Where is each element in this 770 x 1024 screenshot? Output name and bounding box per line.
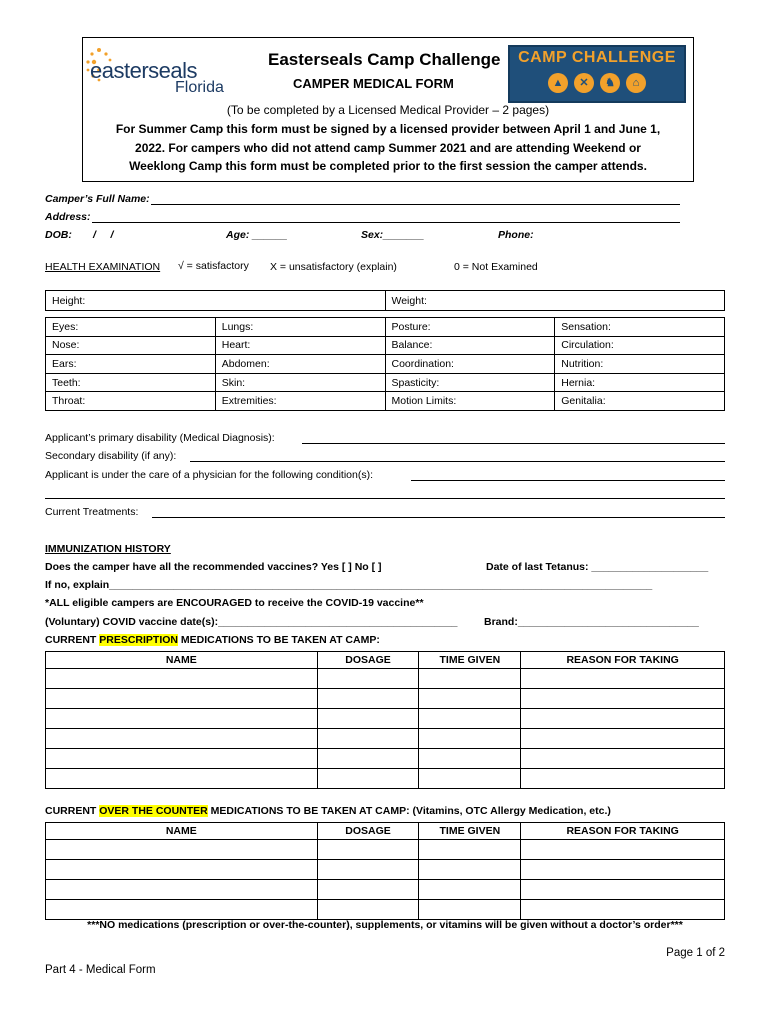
table-row bbox=[46, 355, 725, 374]
address-field[interactable] bbox=[92, 222, 680, 223]
column-header: NAME bbox=[46, 823, 318, 840]
table-row bbox=[46, 880, 725, 900]
table-cell[interactable] bbox=[419, 669, 521, 689]
physician-care-label: Applicant is under the care of a physician for the following condition(s): bbox=[45, 469, 374, 481]
table-row bbox=[46, 860, 725, 880]
covid-encourage-note: *ALL eligible campers are ENCOURAGED to receive the COVID-19 vaccine** bbox=[45, 597, 424, 609]
exam-cell[interactable]: Abdomen: bbox=[215, 355, 385, 374]
camper-name-label: Camper’s Full Name: bbox=[45, 193, 150, 205]
exam-cell[interactable]: Posture: bbox=[385, 318, 555, 337]
column-header: DOSAGE bbox=[317, 652, 419, 669]
dob-field[interactable]: / / bbox=[93, 229, 114, 241]
table-cell[interactable] bbox=[419, 769, 521, 789]
table-cell[interactable] bbox=[419, 860, 521, 880]
exam-cell[interactable]: Spasticity: bbox=[385, 373, 555, 392]
table-cell[interactable] bbox=[419, 900, 521, 920]
table-row bbox=[46, 392, 725, 411]
exam-cell[interactable]: Skin: bbox=[215, 373, 385, 392]
no-medications-notice: ***NO medications (prescription or over-the-counter), supplements, or vitamins will be given without a doctor’s order*** bbox=[87, 919, 683, 931]
exam-grid bbox=[45, 317, 725, 411]
secondary-disability-label: Secondary disability (if any): bbox=[45, 450, 177, 462]
table-cell[interactable] bbox=[317, 860, 419, 880]
vaccines-question[interactable]: Does the camper have all the recommended vaccines? Yes [ ] No [ ] bbox=[45, 561, 382, 573]
otc-highlight: OVER THE COUNTER bbox=[99, 805, 208, 817]
crossed-paddles-icon: ✕ bbox=[574, 73, 594, 93]
table-cell[interactable] bbox=[521, 669, 725, 689]
table-cell[interactable] bbox=[46, 669, 318, 689]
camper-name-field[interactable] bbox=[151, 204, 680, 205]
table-row bbox=[46, 318, 725, 337]
table-cell[interactable] bbox=[521, 689, 725, 709]
covid-dates-field[interactable]: (Voluntary) COVID vaccine date(s):_________________________________________ bbox=[45, 616, 458, 628]
table-cell[interactable] bbox=[46, 709, 318, 729]
exam-cell[interactable]: Sensation: bbox=[555, 318, 725, 337]
table-cell[interactable] bbox=[317, 880, 419, 900]
table-header-row bbox=[46, 823, 725, 840]
table-cell[interactable] bbox=[317, 669, 419, 689]
table-row bbox=[46, 769, 725, 789]
column-header: NAME bbox=[46, 652, 318, 669]
table-cell[interactable] bbox=[317, 689, 419, 709]
form-subtitle: CAMPER MEDICAL FORM bbox=[293, 76, 454, 91]
table-cell[interactable] bbox=[419, 729, 521, 749]
legend-not-examined: 0 = Not Examined bbox=[454, 261, 538, 273]
logo-wordmark: easterseals bbox=[90, 58, 198, 83]
instruction-line-3: Weeklong Camp this form must be completed prior to the first session the camper attends. bbox=[129, 159, 647, 173]
table-cell[interactable] bbox=[419, 880, 521, 900]
exam-cell[interactable]: Nose: bbox=[46, 336, 216, 355]
dob-label: DOB: bbox=[45, 229, 72, 241]
tent-icon: ⌂ bbox=[626, 73, 646, 93]
otc-table bbox=[45, 822, 725, 920]
provider-note: (To be completed by a Licensed Medical Provider – 2 pages) bbox=[226, 103, 550, 117]
table-row bbox=[46, 900, 725, 920]
prescription-heading bbox=[45, 634, 380, 646]
exam-cell[interactable]: Extremities: bbox=[215, 392, 385, 411]
table-row bbox=[46, 729, 725, 749]
table-row bbox=[46, 373, 725, 392]
exam-cell[interactable]: Throat: bbox=[46, 392, 216, 411]
table-cell[interactable] bbox=[317, 709, 419, 729]
table-cell[interactable] bbox=[46, 880, 318, 900]
table-cell[interactable] bbox=[521, 709, 725, 729]
phone-label: Phone: bbox=[498, 229, 534, 241]
exam-cell[interactable]: Genitalia: bbox=[555, 392, 725, 411]
height-weight-table bbox=[45, 290, 725, 311]
instruction-line-2: 2022. For campers who did not attend camp Summer 2021 and are attending Weekend or bbox=[135, 141, 641, 155]
table-cell[interactable] bbox=[46, 729, 318, 749]
table-cell[interactable] bbox=[317, 900, 419, 920]
secondary-disability-field[interactable] bbox=[190, 461, 725, 462]
column-header: TIME GIVEN bbox=[419, 652, 521, 669]
table-row bbox=[46, 840, 725, 860]
table-cell[interactable] bbox=[521, 840, 725, 860]
table-cell[interactable] bbox=[419, 709, 521, 729]
otc-heading-post: MEDICATIONS TO BE TAKEN AT CAMP: (Vitamins, OTC Allergy Medication, etc.) bbox=[207, 805, 611, 817]
table-cell[interactable] bbox=[317, 729, 419, 749]
explain-field[interactable]: If no, explain_____________________________________________________________________________________________ bbox=[45, 579, 653, 591]
otc-heading bbox=[45, 805, 611, 817]
otc-heading-pre: CURRENT bbox=[45, 805, 100, 817]
column-header: REASON FOR TAKING bbox=[521, 823, 725, 840]
table-row bbox=[46, 709, 725, 729]
physician-care-field-2[interactable] bbox=[45, 498, 725, 499]
exam-cell[interactable]: Heart: bbox=[215, 336, 385, 355]
campfire-icon: ▲ bbox=[548, 73, 568, 93]
footer-part-label: Part 4 - Medical Form bbox=[45, 964, 156, 976]
logo-subtext: Florida bbox=[175, 79, 224, 96]
table-row bbox=[46, 749, 725, 769]
badge-label: CAMP CHALLENGE bbox=[518, 49, 676, 66]
immunization-heading: IMMUNIZATION HISTORY bbox=[45, 543, 171, 555]
current-treatments-field[interactable] bbox=[152, 517, 725, 518]
table-cell[interactable] bbox=[317, 769, 419, 789]
table-cell[interactable] bbox=[521, 900, 725, 920]
height-cell[interactable] bbox=[46, 291, 386, 311]
camp-challenge-badge bbox=[508, 45, 686, 103]
age-field[interactable]: Age: ______ bbox=[226, 229, 288, 241]
exam-cell[interactable]: Hernia: bbox=[555, 373, 725, 392]
legend-satisfactory: √ = satisfactory bbox=[178, 260, 249, 272]
prescription-heading-post: MEDICATIONS TO BE TAKEN AT CAMP: bbox=[178, 634, 380, 646]
weight-label: Weight: bbox=[391, 294, 427, 307]
address-label: Address: bbox=[45, 211, 91, 223]
table-cell[interactable] bbox=[419, 749, 521, 769]
exam-cell[interactable]: Nutrition: bbox=[555, 355, 725, 374]
physician-care-field[interactable] bbox=[411, 480, 725, 481]
height-label: Height: bbox=[52, 294, 86, 307]
table-cell[interactable] bbox=[419, 840, 521, 860]
table-cell[interactable] bbox=[46, 749, 318, 769]
exam-cell[interactable]: Teeth: bbox=[46, 373, 216, 392]
prescription-heading-pre: CURRENT bbox=[45, 634, 100, 646]
table-cell[interactable] bbox=[521, 749, 725, 769]
exam-cell[interactable]: Coordination: bbox=[385, 355, 555, 374]
prescription-table bbox=[45, 651, 725, 789]
instruction-line-1: For Summer Camp this form must be signed by a licensed provider between April 1 and June 1, bbox=[115, 122, 661, 136]
prescription-highlight: PRESCRIPTION bbox=[99, 634, 179, 646]
exam-cell[interactable]: Circulation: bbox=[555, 336, 725, 355]
exam-cell[interactable]: Lungs: bbox=[215, 318, 385, 337]
table-cell[interactable] bbox=[317, 749, 419, 769]
table-cell[interactable] bbox=[521, 769, 725, 789]
table-cell[interactable] bbox=[317, 840, 419, 860]
exam-cell[interactable]: Ears: bbox=[46, 355, 216, 374]
brand-field[interactable]: Brand:_______________________________ bbox=[484, 616, 699, 628]
primary-disability-field[interactable] bbox=[302, 443, 725, 444]
current-treatments-label: Current Treatments: bbox=[45, 506, 139, 518]
weight-cell[interactable] bbox=[385, 291, 725, 311]
table-row bbox=[46, 669, 725, 689]
table-row bbox=[46, 689, 725, 709]
horse-icon: ♞ bbox=[600, 73, 620, 93]
exam-cell[interactable]: Eyes: bbox=[46, 318, 216, 337]
legend-unsatisfactory: X = unsatisfactory (explain) bbox=[270, 261, 397, 273]
exam-cell[interactable]: Balance: bbox=[385, 336, 555, 355]
table-header-row bbox=[46, 652, 725, 669]
table-cell[interactable] bbox=[521, 729, 725, 749]
column-header: TIME GIVEN bbox=[419, 823, 521, 840]
sex-field[interactable]: Sex:_______ bbox=[361, 229, 425, 241]
table-cell[interactable] bbox=[46, 900, 318, 920]
primary-disability-label: Applicant’s primary disability (Medical Diagnosis): bbox=[45, 432, 275, 444]
table-cell[interactable] bbox=[46, 769, 318, 789]
table-cell[interactable] bbox=[521, 860, 725, 880]
table-cell[interactable] bbox=[46, 840, 318, 860]
form-title: Easterseals Camp Challenge bbox=[268, 50, 501, 69]
tetanus-date-field[interactable]: Date of last Tetanus: ____________________ bbox=[486, 561, 709, 573]
health-exam-heading: HEALTH EXAMINATION bbox=[45, 261, 161, 273]
column-header: DOSAGE bbox=[317, 823, 419, 840]
column-header: REASON FOR TAKING bbox=[521, 652, 725, 669]
table-row bbox=[46, 336, 725, 355]
exam-cell[interactable]: Motion Limits: bbox=[385, 392, 555, 411]
table-cell[interactable] bbox=[521, 880, 725, 900]
page-number: Page 1 of 2 bbox=[666, 947, 725, 959]
table-cell[interactable] bbox=[419, 689, 521, 709]
table-cell[interactable] bbox=[46, 689, 318, 709]
table-cell[interactable] bbox=[46, 860, 318, 880]
